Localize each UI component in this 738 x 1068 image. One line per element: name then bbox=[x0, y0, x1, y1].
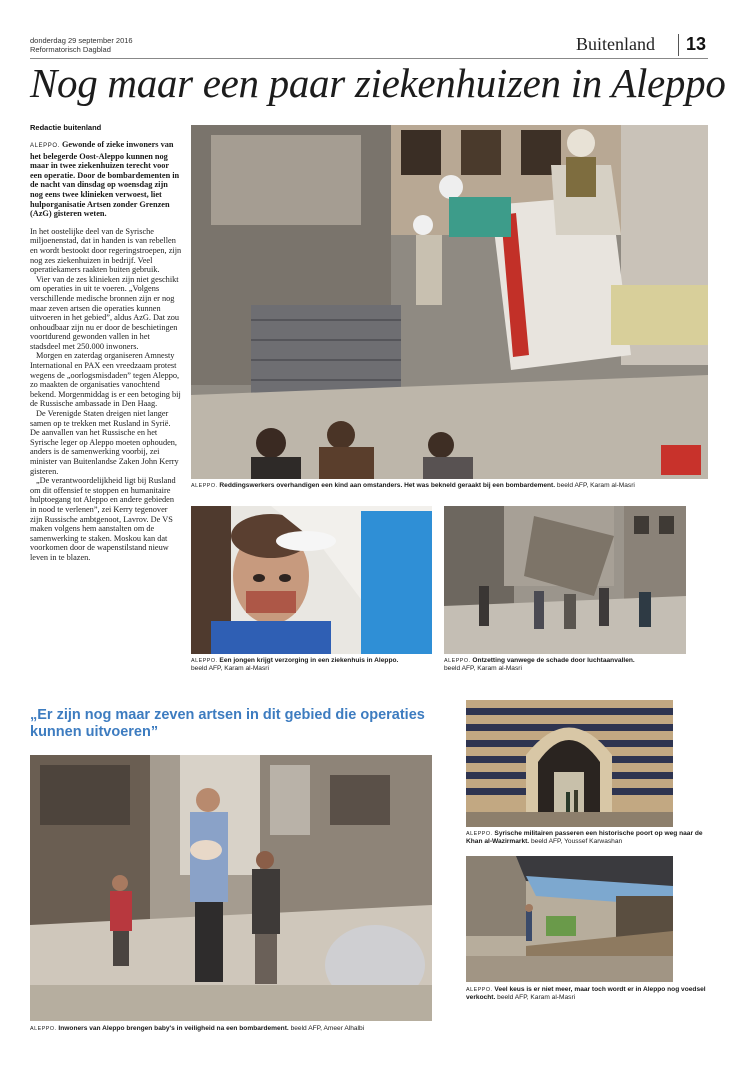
article-paragraph: In het oostelijke deel van de Syrische miljoenenstad, dat in handen is van rebellen en wordt bestookt door regeringstroepen, zijn nog zes ziekenhuizen in bedrijf. Veel operatiekamers raakten buiten gebruik. bbox=[30, 226, 182, 275]
photo-historic-gate bbox=[466, 700, 673, 827]
caption-historic-gate bbox=[466, 830, 708, 847]
caption-injured-boy bbox=[191, 657, 436, 674]
caption-credit: beeld AFP, Ameer Alhalbi bbox=[290, 1025, 365, 1032]
header-rule bbox=[30, 58, 708, 59]
caption-text: Inwoners van Aleppo brengen baby's in veiligheid na een bombardement. bbox=[58, 1025, 289, 1032]
photo-food-market bbox=[466, 856, 673, 982]
caption-food-market bbox=[466, 986, 708, 1003]
caption-credit: beeld AFP, Karam al-Masri bbox=[444, 665, 522, 673]
caption-credit: beeld AFP, Karam al-Masri bbox=[497, 994, 576, 1002]
caption-city: ALEPPO. bbox=[30, 1026, 57, 1032]
caption-city: ALEPPO. bbox=[466, 831, 493, 837]
lead-text: Gewonde of zieke inwoners van het belegerde Oost-Aleppo kunnen nog maar in twee ziekenhuizen terecht voor een operatie. Door de bombardementen in de nacht van dinsdag op woensdag zijn nog eens twee klinieken verwoest, liet hulporganisatie Artsen zonder Grenzen (AzG) gisteren weten. bbox=[30, 140, 180, 219]
publication-date: donderdag 29 september 2016 bbox=[30, 36, 133, 45]
dateline: ALEPPO. bbox=[30, 143, 60, 149]
caption-text: Veel keus is er niet meer, maar toch wordt er in Aleppo nog voedsel verkocht. bbox=[466, 986, 706, 1002]
photo-injured-boy bbox=[191, 506, 432, 654]
article-body bbox=[30, 140, 182, 563]
caption-text: Reddingswerkers overhandigen een kind aan omstanders. Het was bekneld geraakt bij een bombardement. bbox=[219, 482, 556, 489]
caption-city: ALEPPO. bbox=[466, 987, 493, 993]
page-header-meta bbox=[30, 36, 133, 54]
caption-credit: beeld AFP, Karam al-Masri bbox=[191, 665, 269, 673]
caption-city: ALEPPO. bbox=[191, 483, 218, 489]
newspaper-name: Reformatorisch Dagblad bbox=[30, 45, 111, 54]
headline: Nog maar een paar ziekenhuizen in Aleppo bbox=[30, 60, 726, 106]
article-paragraph: De Verenigde Staten dreigen niet langer samen op te trekken met Rusland in Syrië. De aanvallen van het Russische en het Syrische leger op Aleppo moeten ophouden, anders is de samenwerking voorbij, zei minister van Buitenlandse Zaken John Kerry gisteren. bbox=[30, 409, 179, 476]
caption-credit: beeld AFP, Youssef Karwashan bbox=[531, 838, 623, 846]
section-name: Buitenland bbox=[576, 34, 655, 54]
section-divider bbox=[678, 34, 679, 56]
caption-credit: beeld AFP, Karam al-Masri bbox=[556, 482, 635, 489]
pull-quote: „Er zijn nog maar zeven artsen in dit gebied die operaties kunnen uitvoeren” bbox=[30, 707, 425, 740]
caption-text: Syrische militairen passeren een historische poort op weg naar de Khan al-Wazirmarkt. bbox=[466, 830, 703, 846]
caption-text: Ontzetting vanwege de schade door luchtaanvallen. bbox=[472, 657, 635, 664]
caption-city: ALEPPO. bbox=[191, 658, 218, 664]
caption-babies-rescue bbox=[30, 1025, 432, 1033]
page-number: 13 bbox=[686, 34, 707, 54]
article-paragraph: „De verantwoordelijkheid ligt bij Rusland om dit offensief te stoppen en humanitaire hulptoegang tot Aleppo en andere gebieden in nood te verlenen”, zei Kerry tegenover zijn Russische ambtgenoot, Lavrov. De VS maken volgens hem aanstalten om de samenwerking te staken. Moskou kan dat voorkomen door de wapenstilstand nieuw leven in te blazen. bbox=[30, 476, 176, 562]
caption-city: ALEPPO. bbox=[444, 658, 471, 664]
photo-babies-rescue bbox=[30, 755, 432, 1021]
caption-text: Een jongen krijgt verzorging in een ziekenhuis in Aleppo. bbox=[219, 657, 399, 664]
article-paragraph: Morgen en zaterdag organiseren Amnesty International en PAX een vreedzaam protest wegens de „oorlogsmisdaden” tegen Aleppo, zo maakten de organisaties vanochtend bekend. Morgenmiddag is er een betoging bij de Russische ambassade in Den Haag. bbox=[30, 351, 181, 409]
article-lead bbox=[30, 140, 182, 219]
article-paragraph: Vier van de zes klinieken zijn niet geschikt om operaties in uit te voeren. „Volgens verschillende medische bronnen zijn er nog maar zeven artsen die operaties kunnen uitvoeren in het gebied”, aldus AzG. Dat zou onhoudbaar zijn nu er door de beschietingen voortdurend gewonden vallen in het stadsdeel met 250.000 inwoners. bbox=[30, 274, 180, 351]
byline: Redactie buitenland bbox=[30, 123, 102, 132]
caption-rubble bbox=[444, 657, 708, 674]
photo-rescue-workers bbox=[191, 125, 708, 479]
caption-rescue-workers bbox=[191, 482, 708, 490]
photo-rubble bbox=[444, 506, 686, 654]
